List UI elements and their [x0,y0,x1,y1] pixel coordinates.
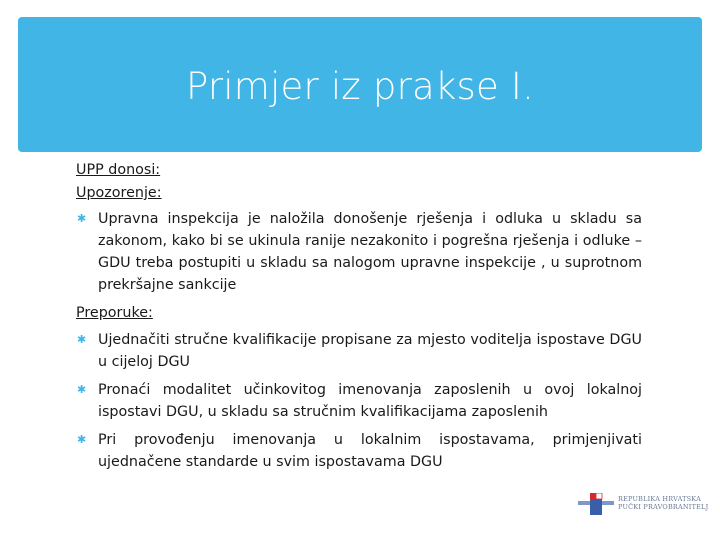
list-item-text: Ujednačiti stručne kvalifikacije propisane za mjesto voditelja ispostave DGU u cijeloj DGU [98,332,642,370]
ombudsman-logo [578,493,708,515]
recommendations-list [76,329,642,473]
logo-emblem-icon [578,493,614,515]
list-item [76,208,642,296]
asterisk-bullet-icon: ✱ [77,433,87,446]
logo-line-2: PUČKI PRAVOBRANITELJ [618,503,709,511]
list-item-text: Pri provođenju imenovanja u lokalnim ispostavama, primjenjivati ujednačene standarde u svim ispostavama DGU [98,432,642,470]
title-band [18,17,702,152]
asterisk-bullet-icon: ✱ [77,212,87,225]
warning-heading: Upozorenje: [76,185,162,201]
list-item-text: Upravna inspekcija je naložila donošenje rješenja i odluka u skladu sa zakonom, kako bi se ukinula ranije nezakonito i pogrešna rješenja i odluke – GDU treba postupiti u skladu sa nalogom upravne inspekcije , u suprotnom prekršajne sankcije [98,211,642,293]
list-item [76,329,642,373]
slide-content [76,159,642,479]
warning-list [76,208,642,296]
slide-title: Primjer iz prakse I. [186,65,534,108]
asterisk-bullet-icon: ✱ [77,333,87,346]
recommendations-heading: Preporuke: [76,305,153,321]
asterisk-bullet-icon: ✱ [77,383,87,396]
upp-heading: UPP donosi: [76,162,161,178]
list-item [76,379,642,423]
list-item [76,429,642,473]
logo-text [618,495,710,511]
logo-line-1: REPUBLIKA HRVATSKA [618,495,701,503]
list-item-text: Pronaći modalitet učinkovitog imenovanja zaposlenih u ovoj lokalnoj ispostavi DGU, u skladu sa stručnim kvalifikacijama zaposlenih [98,382,642,420]
